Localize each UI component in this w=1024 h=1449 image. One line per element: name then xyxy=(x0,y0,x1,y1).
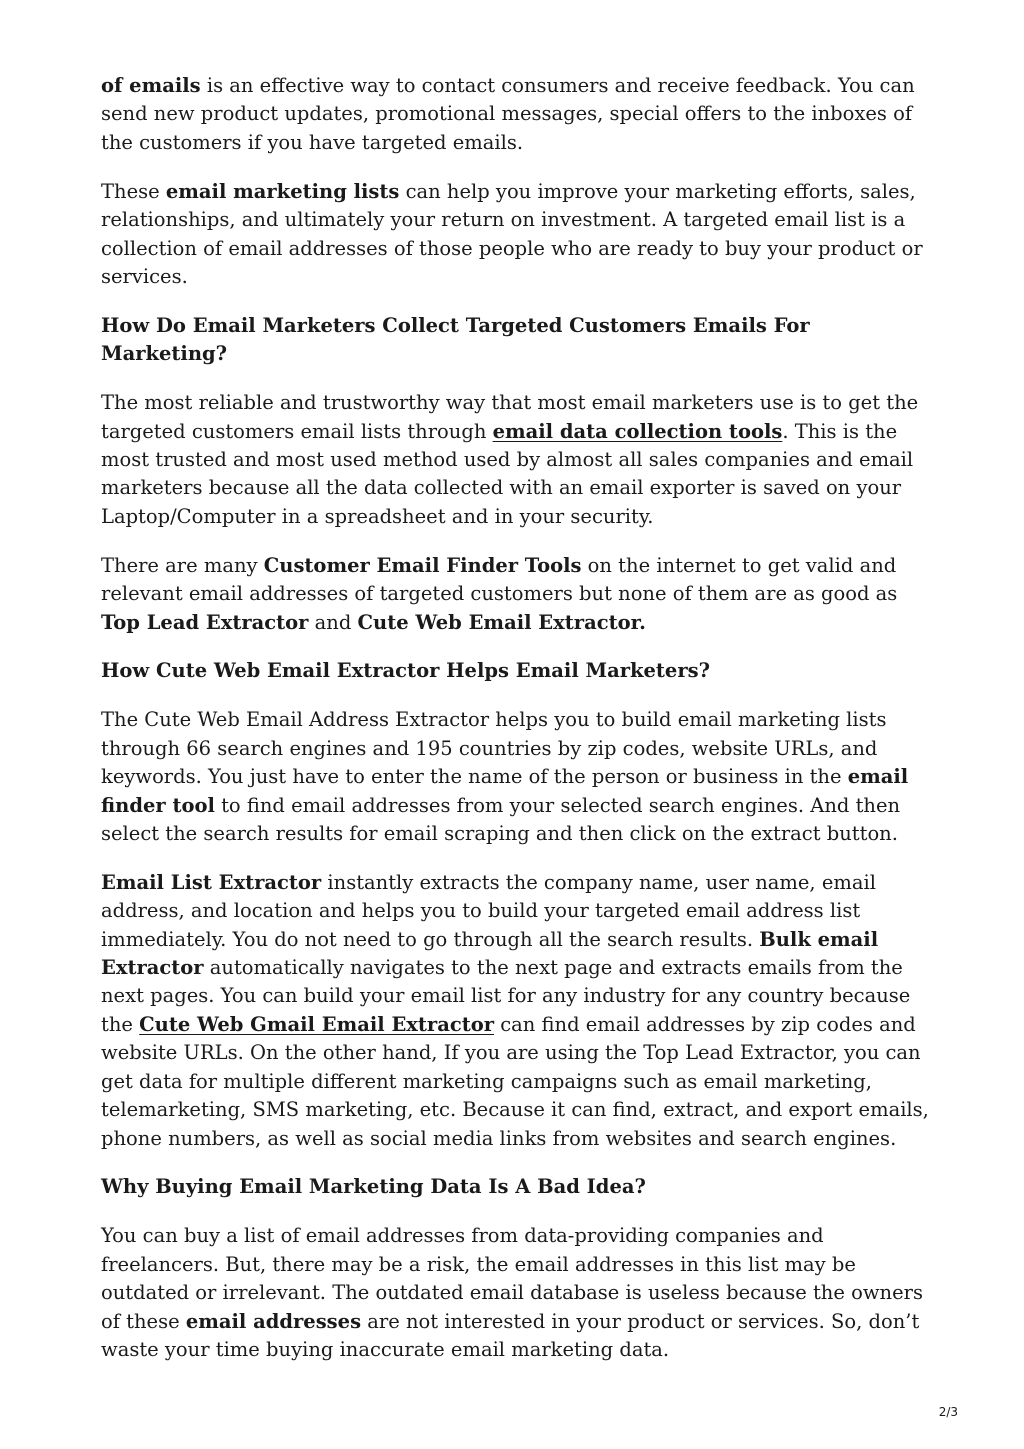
paragraph-text: can help you improve your marketing efforts, sales, relationships, and ultimately your return on investment. A targeted email list is a collection of email addresses of those people who are ready to buy your product or services. xyxy=(101,179,923,288)
paragraph-text: The most reliable and trustworthy way that most email marketers use is to get the targeted customers email lists through xyxy=(101,391,919,443)
paragraph-text: can find email addresses by zip codes and website URLs. On the other hand, If you are using the Top Lead Extractor, you can get data for multiple different marketing campaigns such as email marketing, telemarketing, SMS marketing, etc. Because it can find, extract, and export emails, phone numbers, as well as social media links from websites and search engines. xyxy=(101,1012,929,1150)
bold-phrase: Top Lead Extractor xyxy=(101,610,309,634)
bold-phrase: Cute Web Email Extractor. xyxy=(357,610,646,634)
bold-phrase: email addresses xyxy=(185,1309,362,1333)
bold-phrase: Email List Extractor xyxy=(101,870,322,894)
paragraph-text: . This is the most trusted and most used method used by almost all sales companies and email marketers because all the data collected with an email exporter is saved on your Laptop/Computer in a spreadsheet and in your security. xyxy=(101,419,914,528)
section-heading-buying-data: Why Buying Email Marketing Data Is A Bad Idea? xyxy=(101,1175,646,1199)
paragraph-text: and xyxy=(308,610,358,634)
paragraph-collection-tools xyxy=(101,389,931,531)
paragraph-text: These xyxy=(101,179,166,203)
paragraph-list-extractor xyxy=(101,869,931,1153)
document-body xyxy=(101,72,931,1385)
bold-phrase: of emails xyxy=(101,74,201,97)
paragraph-cute-web-extractor xyxy=(101,706,931,848)
paragraph-buying-risk xyxy=(101,1222,931,1364)
paragraph-text: are not interested in your product or services. So, don’t waste your time buying inaccurate email marketing data. xyxy=(101,1309,920,1361)
bold-phrase: Bulk email Extractor xyxy=(101,927,879,980)
section-heading-cute-web: How Cute Web Email Extractor Helps Email Marketers? xyxy=(101,659,711,683)
paragraph-emails-intro xyxy=(101,72,931,157)
paragraph-text: on the internet to get valid and relevant email addresses of targeted customers but none of them are as good as xyxy=(101,553,898,606)
section-heading-collect-emails: How Do Email Marketers Collect Targeted Customers Emails For Marketing? xyxy=(101,313,810,366)
paragraph-text: is an effective way to contact consumers and receive feedback. You can send new product updates, promotional messages, special offers to the inboxes of the customers if you have targeted emails. xyxy=(101,74,915,154)
paragraph-text: automatically navigates to the next page and extracts emails from the next pages. You can build your email list for any industry for any country because the xyxy=(101,956,911,1036)
page-number: 2/3 xyxy=(938,1405,958,1419)
email-data-collection-tools-link[interactable]: email data collection tools xyxy=(492,419,783,443)
paragraph-marketing-lists xyxy=(101,178,931,292)
bold-phrase: email finder tool xyxy=(101,765,909,817)
paragraph-text: to find email addresses from your selected search engines. And then select the search results for email scraping and then click on the extract button. xyxy=(101,793,901,845)
cute-web-gmail-email-extractor-link[interactable]: Cute Web Gmail Email Extractor xyxy=(139,1012,495,1036)
bold-phrase: Customer Email Finder Tools xyxy=(263,553,582,577)
paragraph-text: There are many xyxy=(101,553,264,577)
bold-phrase: email marketing lists xyxy=(165,179,400,203)
paragraph-finder-tools xyxy=(101,552,931,637)
paragraph-text: instantly extracts the company name, user name, email address, and location and helps you to build your targeted email address list immediately. You do not need to go through all the search results. xyxy=(101,870,876,951)
paragraph-text: The Cute Web Email Address Extractor helps you to build email marketing lists through 66 search engines and 195 countries by zip codes, website URLs, and keywords. You just have to enter the name of the person or business in the xyxy=(101,708,887,789)
paragraph-text: You can buy a list of email addresses from data-providing companies and freelancers. But, there may be a risk, the email addresses in this list may be outdated or irrelevant. The outdated email database is useless because the owners of these xyxy=(101,1224,923,1333)
